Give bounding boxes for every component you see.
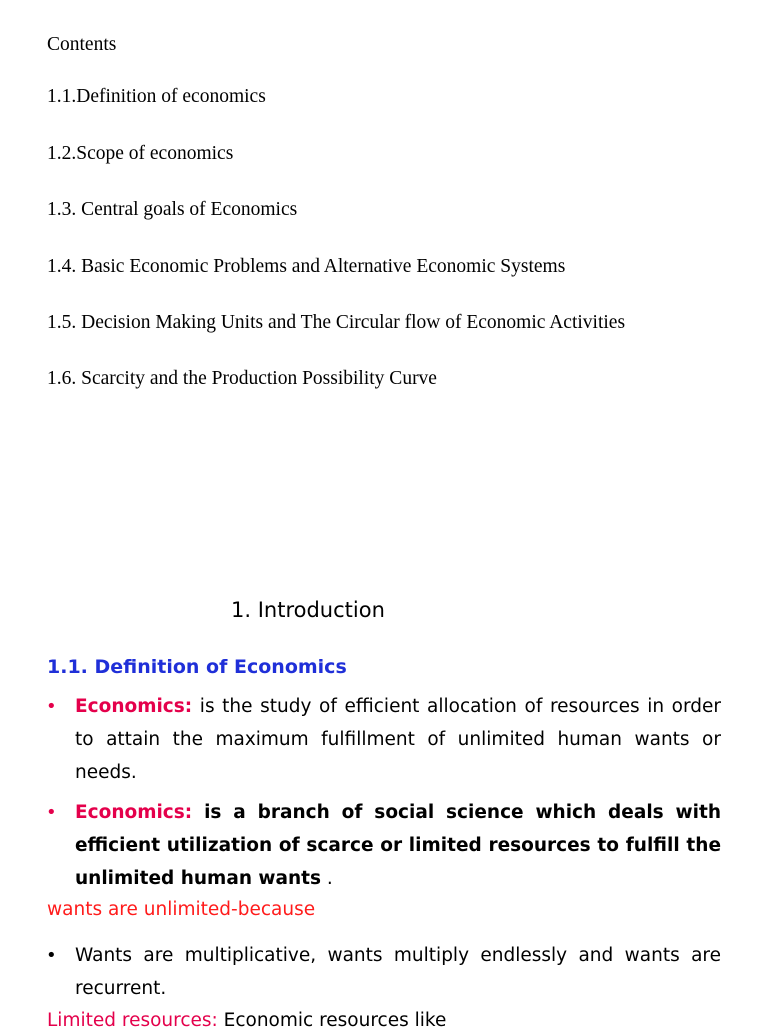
bullet-icon: • bbox=[46, 945, 57, 966]
definition-end: . bbox=[321, 868, 333, 889]
toc-item: 1.1.Definition of economics bbox=[47, 86, 266, 107]
bullet-icon: • bbox=[46, 802, 57, 823]
toc-item: 1.3. Central goals of Economics bbox=[47, 199, 298, 220]
toc-item: 1.4. Basic Economic Problems and Alternative Economic Systems bbox=[47, 256, 566, 277]
toc-item: 1.6. Scarcity and the Production Possibility Curve bbox=[47, 368, 437, 389]
section-heading-definition: 1.1. Definition of Economics bbox=[47, 656, 347, 678]
wants-bullet-text: Wants are multiplicative, wants multiply endlessly and wants are recurrent. bbox=[75, 945, 721, 999]
term-label: Limited resources: bbox=[47, 1010, 218, 1031]
bullet-icon: • bbox=[46, 696, 57, 717]
introduction-title: 1. Introduction bbox=[231, 598, 385, 622]
definition-text: is the study of efficient allocation of resources in order to attain the maximum fulfillment of unlimited human wants or needs. bbox=[75, 696, 721, 783]
definition-text: is a branch of social science which deals with efficient utilization of scarce or limited resources to fulfill the unlimited human wants bbox=[75, 802, 721, 889]
cut-off-text: Economic resources like bbox=[217, 1010, 447, 1031]
definition-paragraph-2 bbox=[75, 796, 721, 895]
definition-paragraph-1 bbox=[75, 690, 721, 789]
term-label: Economics: bbox=[75, 696, 193, 717]
wants-note: wants are unlimited-because bbox=[47, 899, 316, 920]
toc-item: 1.2.Scope of economics bbox=[47, 143, 234, 164]
toc-item: 1.5. Decision Making Units and The Circular flow of Economic Activities bbox=[47, 312, 626, 333]
contents-heading: Contents bbox=[47, 34, 117, 55]
cut-off-line bbox=[47, 1010, 446, 1031]
term-label: Economics: bbox=[75, 802, 193, 823]
